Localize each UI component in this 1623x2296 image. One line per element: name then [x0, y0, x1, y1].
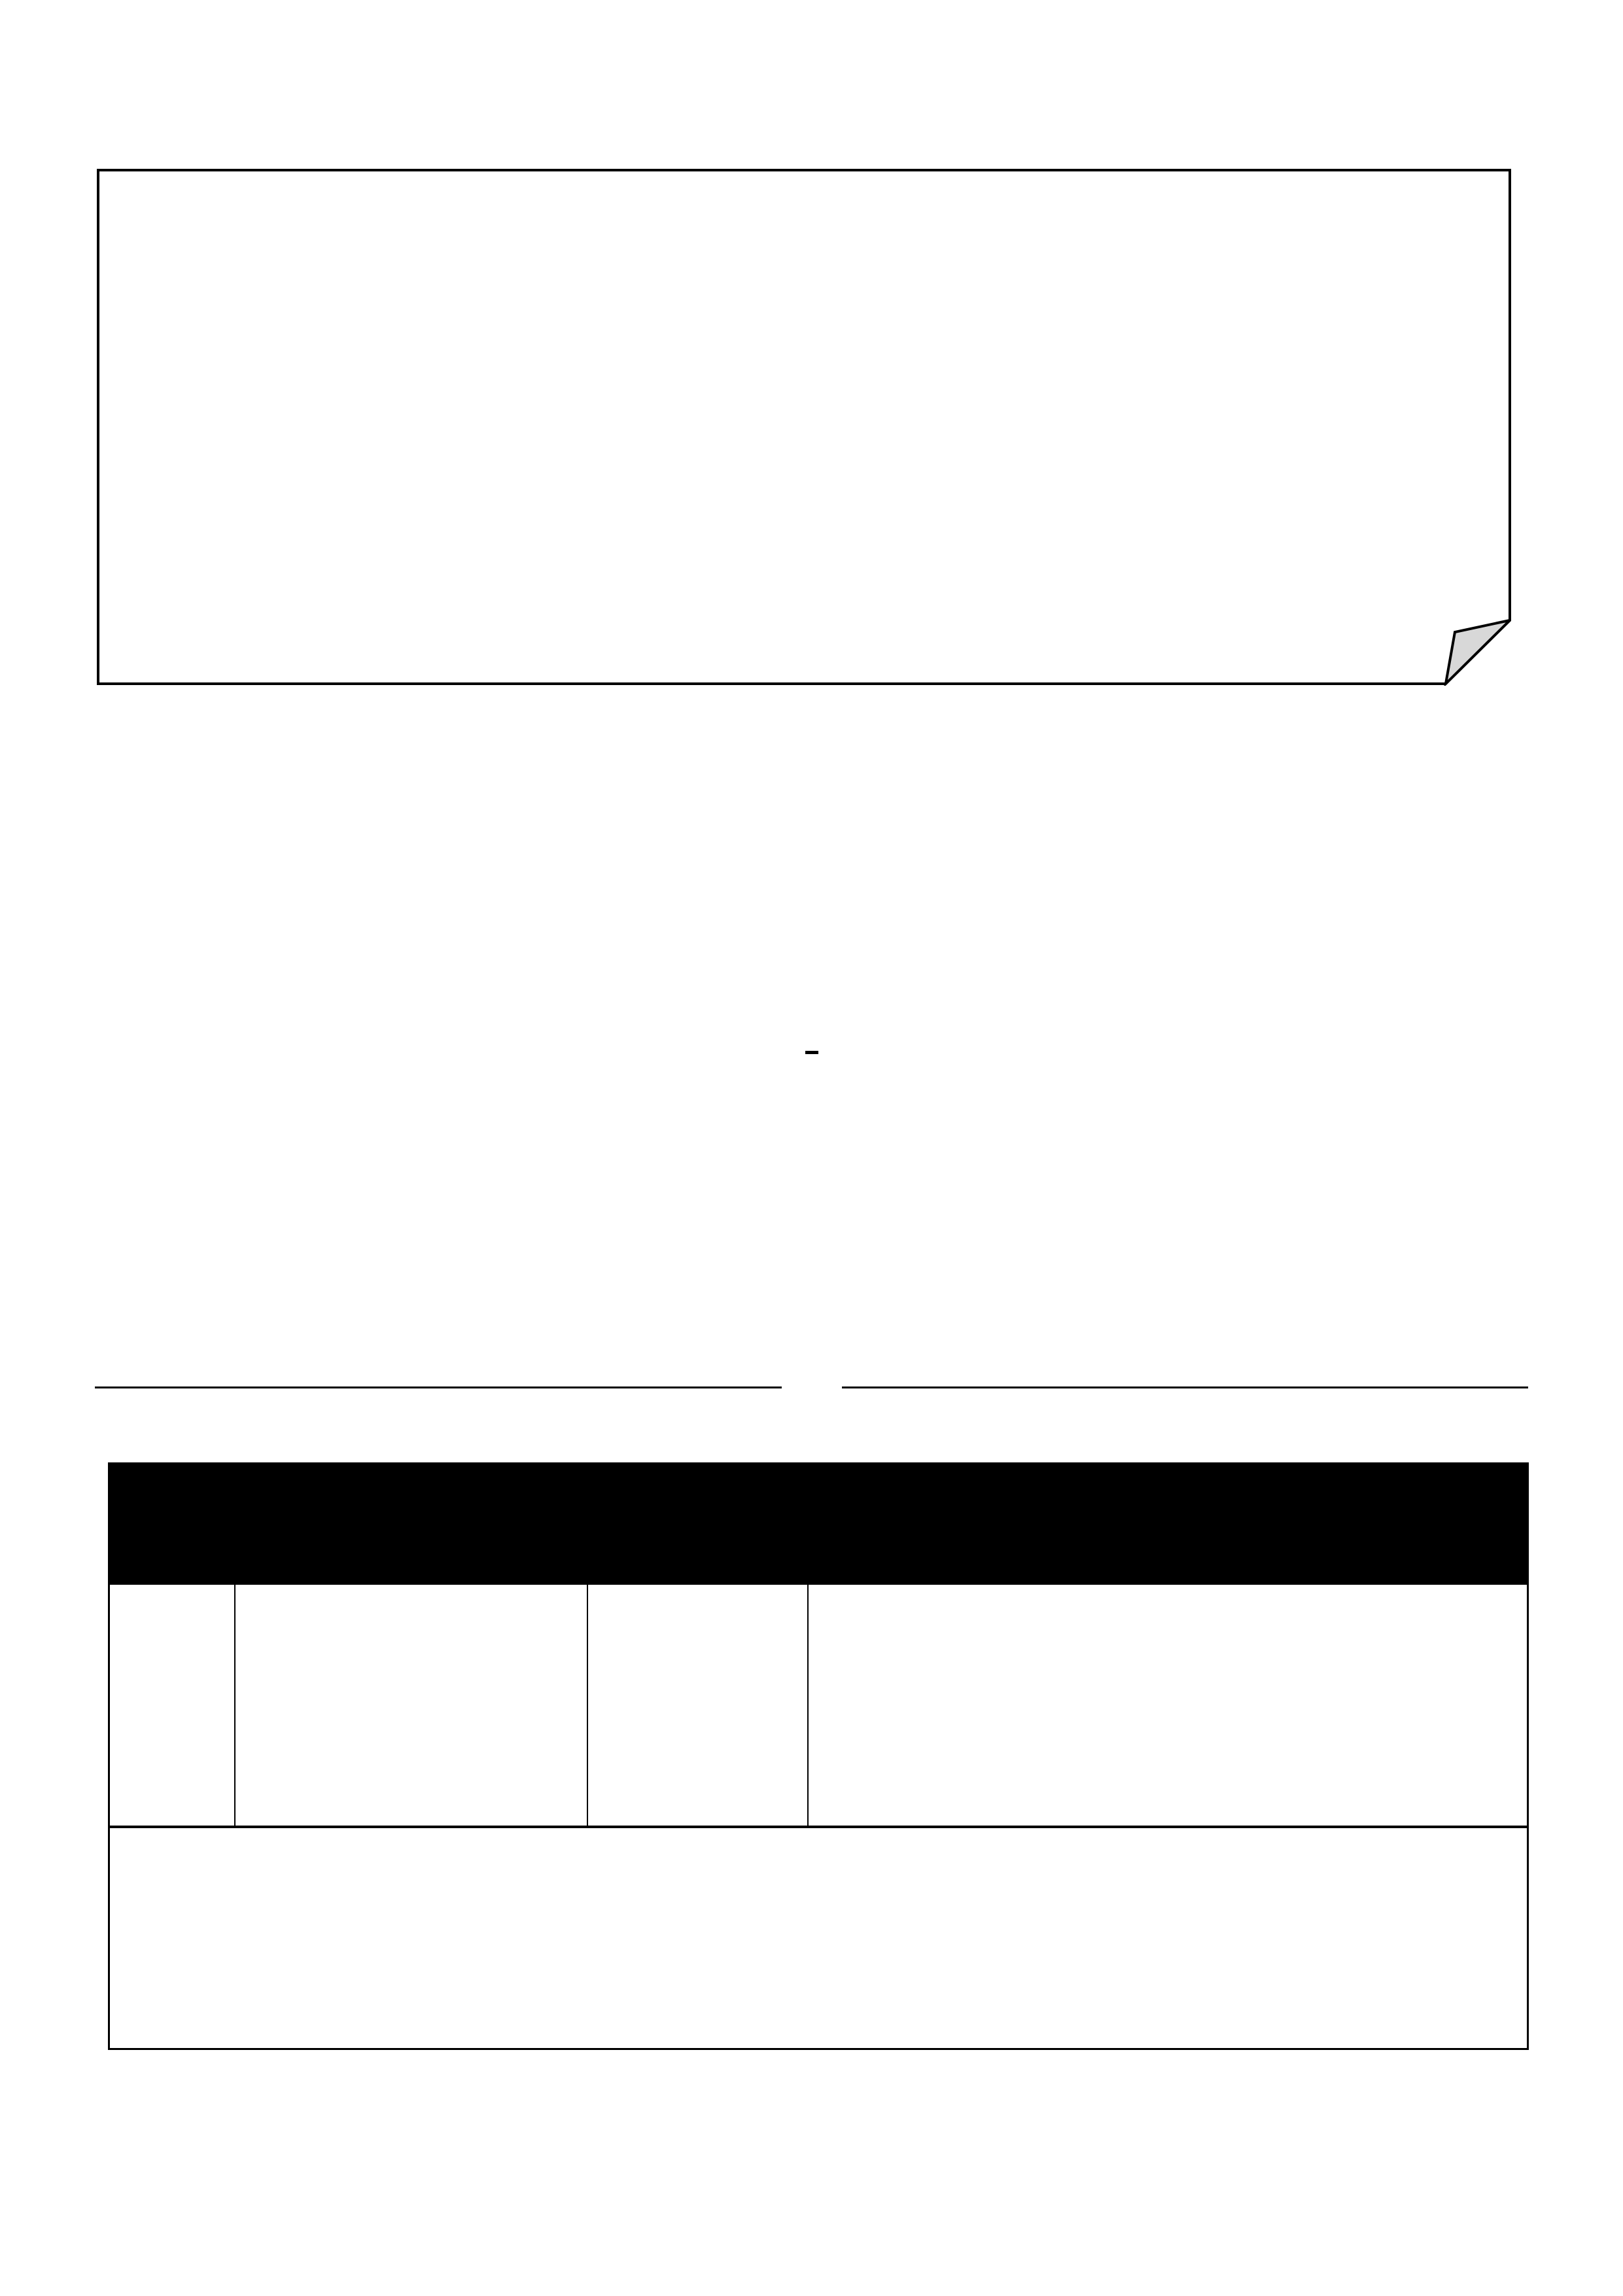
application-form-table: [108, 1462, 1529, 2050]
notice-box: [97, 169, 1511, 686]
student-name-field: [809, 1585, 1527, 1827]
notice-box-outline: [97, 169, 1511, 686]
notice-content: [139, 188, 1473, 241]
cut-line: [95, 1374, 1528, 1400]
student-name-label: [588, 1585, 807, 1827]
form-main-row: [110, 1583, 1527, 1827]
form-header: [110, 1464, 1527, 1583]
snowman-bottom-border: [84, 2073, 1614, 2256]
debit-date-note: [0, 1043, 1623, 1057]
grade-label: [110, 1585, 234, 1827]
contact-line: [1507, 1156, 1524, 1191]
column-divider: [234, 1585, 236, 1827]
cut-line-dash: [842, 1386, 1529, 1388]
cut-line-dash: [95, 1386, 782, 1388]
form-note-row: [110, 1826, 1527, 2048]
debit-date-text: [805, 1043, 818, 1054]
snowman-top-border: [98, 116, 1527, 169]
